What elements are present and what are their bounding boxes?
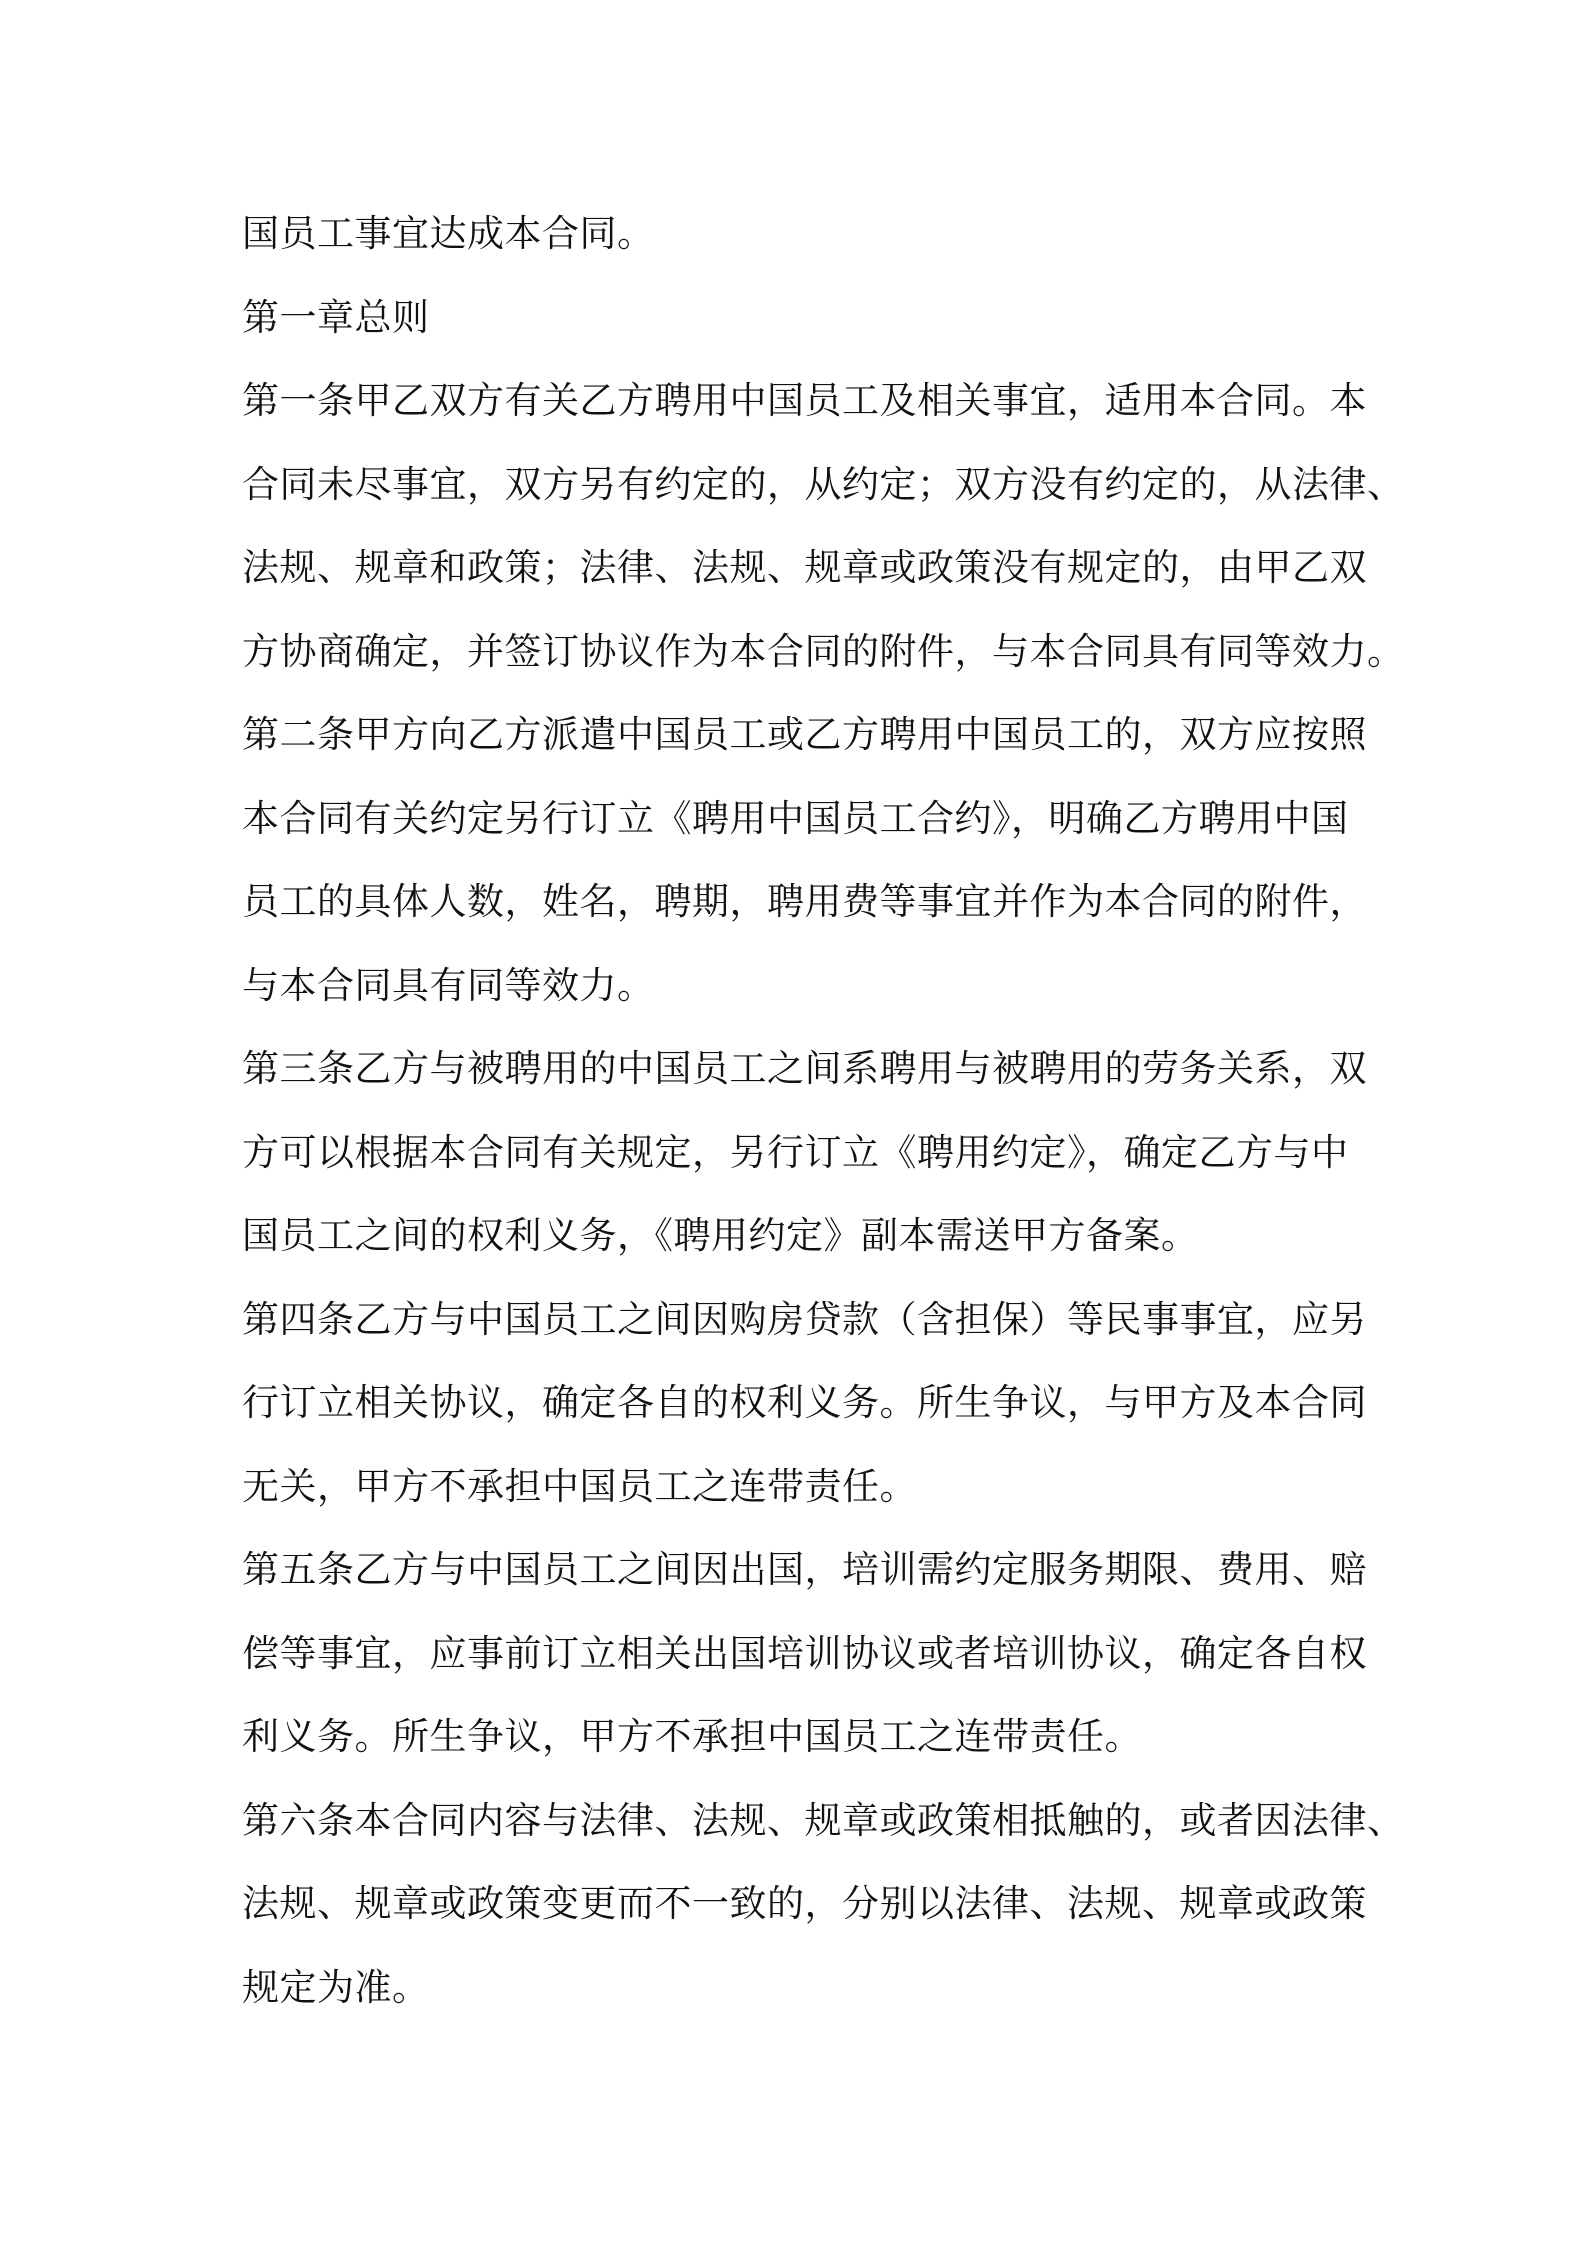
text-line-13: 国员工之间的权利义务，《聘用约定》副本需送甲方备案。: [242, 1214, 1199, 1257]
text-line-19: 利义务。所生争议，甲方不承担中国员工之连带责任。: [242, 1715, 1142, 1758]
text-line-7: 第二条甲方向乙方派遣中国员工或乙方聘用中国员工的，双方应按照: [242, 713, 1367, 756]
text-line-1: 国员工事宜达成本合同。: [242, 212, 655, 255]
text-line-17: 第五条乙方与中国员工之间因出国，培训需约定服务期限、费用、赔: [242, 1548, 1367, 1591]
text-line-8: 本合同有关约定另行订立《聘用中国员工合约》，明确乙方聘用中国: [242, 796, 1349, 840]
text-line-11: 第三条乙方与被聘用的中国员工之间系聘用与被聘用的劳务关系，双: [242, 1047, 1367, 1090]
text-line-21: 法规、规章或政策变更而不一致的，分别以法律、法规、规章或政策: [242, 1882, 1367, 1925]
text-line-20: 第六条本合同内容与法律、法规、规章或政策相抵触的，或者因法律、: [242, 1798, 1405, 1842]
text-line-5: 法规、规章和政策；法律、法规、规章或政策没有规定的，由甲乙双: [242, 546, 1367, 589]
text-line-16: 无关，甲方不承担中国员工之连带责任。: [242, 1464, 917, 1508]
text-line-10: 与本合同具有同等效力。: [242, 963, 655, 1007]
chapter-heading: 第一章总则: [242, 295, 430, 339]
text-line-15: 行订立相关协议，确定各自的权利义务。所生争议，与甲方及本合同: [242, 1381, 1367, 1424]
text-line-14: 第四条乙方与中国员工之间因购房贷款（含担保）等民事事宜，应另: [242, 1297, 1367, 1341]
text-line-22: 规定为准。: [242, 1965, 430, 2009]
text-line-3: 第一条甲乙双方有关乙方聘用中国员工及相关事宜，适用本合同。本: [242, 379, 1367, 422]
text-line-4: 合同未尽事宜，双方另有约定的，从约定；双方没有约定的，从法律、: [242, 462, 1405, 506]
document-body: [242, 192, 1405, 2029]
text-line-9: 员工的具体人数，姓名，聘期，聘用费等事宜并作为本合同的附件，: [242, 880, 1367, 923]
text-line-12: 方可以根据本合同有关规定，另行订立《聘用约定》，确定乙方与中: [242, 1130, 1349, 1174]
text-line-6: 方协商确定，并签订协议作为本合同的附件，与本合同具有同等效力。: [242, 629, 1405, 673]
text-line-18: 偿等事宜，应事前订立相关出国培训协议或者培训协议，确定各自权: [242, 1631, 1367, 1675]
